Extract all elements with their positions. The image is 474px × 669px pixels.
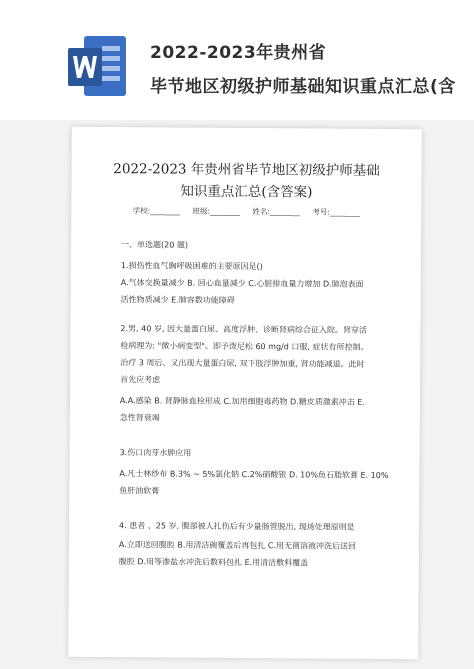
document-header — [0, 0, 474, 130]
question-1: 1.损伤性血气胸呼吸困难的主要原因是() — [120, 261, 263, 272]
question-2: 2.男, 40 岁, 因大量蛋白尿、高度浮肿、诊断肾病综合征入院。肾穿活 — [120, 324, 368, 335]
exam-number-field: 考号:________ — [312, 207, 360, 217]
question-2-line2: 检病理为: "微小病变型"。即予泼尼松 60 mg/d 口服, 症状有所控制。 — [120, 341, 369, 352]
student-info-fields — [71, 205, 421, 218]
question-3-options-cont: 鱼肝油软膏 — [119, 486, 160, 496]
question-1-options-cont: 活性物质减少 E.肺容数功能障碍 — [120, 295, 235, 305]
question-4-options-cont: 腹腔 D.用等渗盐水冲洗后数料包扎 E.用清洁敷料覆盖 — [118, 557, 309, 568]
word-document-icon — [66, 34, 128, 100]
header-title-line2: 毕节地区初级护师基础知识重点汇总(含 — [150, 77, 456, 97]
question-4: 4. 患者 、25 岁, 腹部被人扎伤后有少量肠管脱出, 现场处理原则是 — [119, 521, 355, 532]
name-field: 姓名:________ — [252, 207, 301, 217]
question-2-options: A.A.感染 B. 肾静脉血栓形成 C.加用细胞毒药物 D.糖皮质激素冲击 E. — [119, 396, 365, 407]
document-title-line1: 2022-2023 年贵州省毕节地区初级护师基础 — [113, 161, 380, 179]
question-3-options: A.凡士林纱布 B.3% ~ 5%氯化钠 C.2%硝酸银 D. 10%鱼石脂软膏 E. 10% — [119, 469, 389, 481]
question-4-options: A.立即送回腹腔 B.用清洁碗覆盖后再包扎 C.用无菌溶液冲洗后送回 — [118, 540, 357, 551]
question-2-options-cont: 急性肾衰竭 — [119, 413, 160, 423]
header-title-line1: 2022-2023年贵州省 — [150, 43, 327, 63]
question-2-line3: 治疗 3 周后、又出现大量蛋白尿, 双下肢浮肿加重, 肾功能减退。此时 — [120, 358, 365, 369]
school-field: 学校:________ — [132, 206, 181, 216]
document-page — [68, 127, 422, 659]
question-2-line4: 首先应考虑 — [120, 375, 161, 385]
section-heading: 一、单选题(20 题) — [121, 240, 189, 250]
document-title-line2: 知识重点汇总(含答案) — [180, 183, 313, 201]
question-3: 3.伤口肉芽水肿应用 — [119, 448, 192, 458]
class-field: 班级:________ — [192, 206, 241, 216]
question-1-options: A.气体交换量减少 B. 回心血量减少 C.心脏排血量力增加 D.肺泡表面 — [120, 278, 364, 289]
